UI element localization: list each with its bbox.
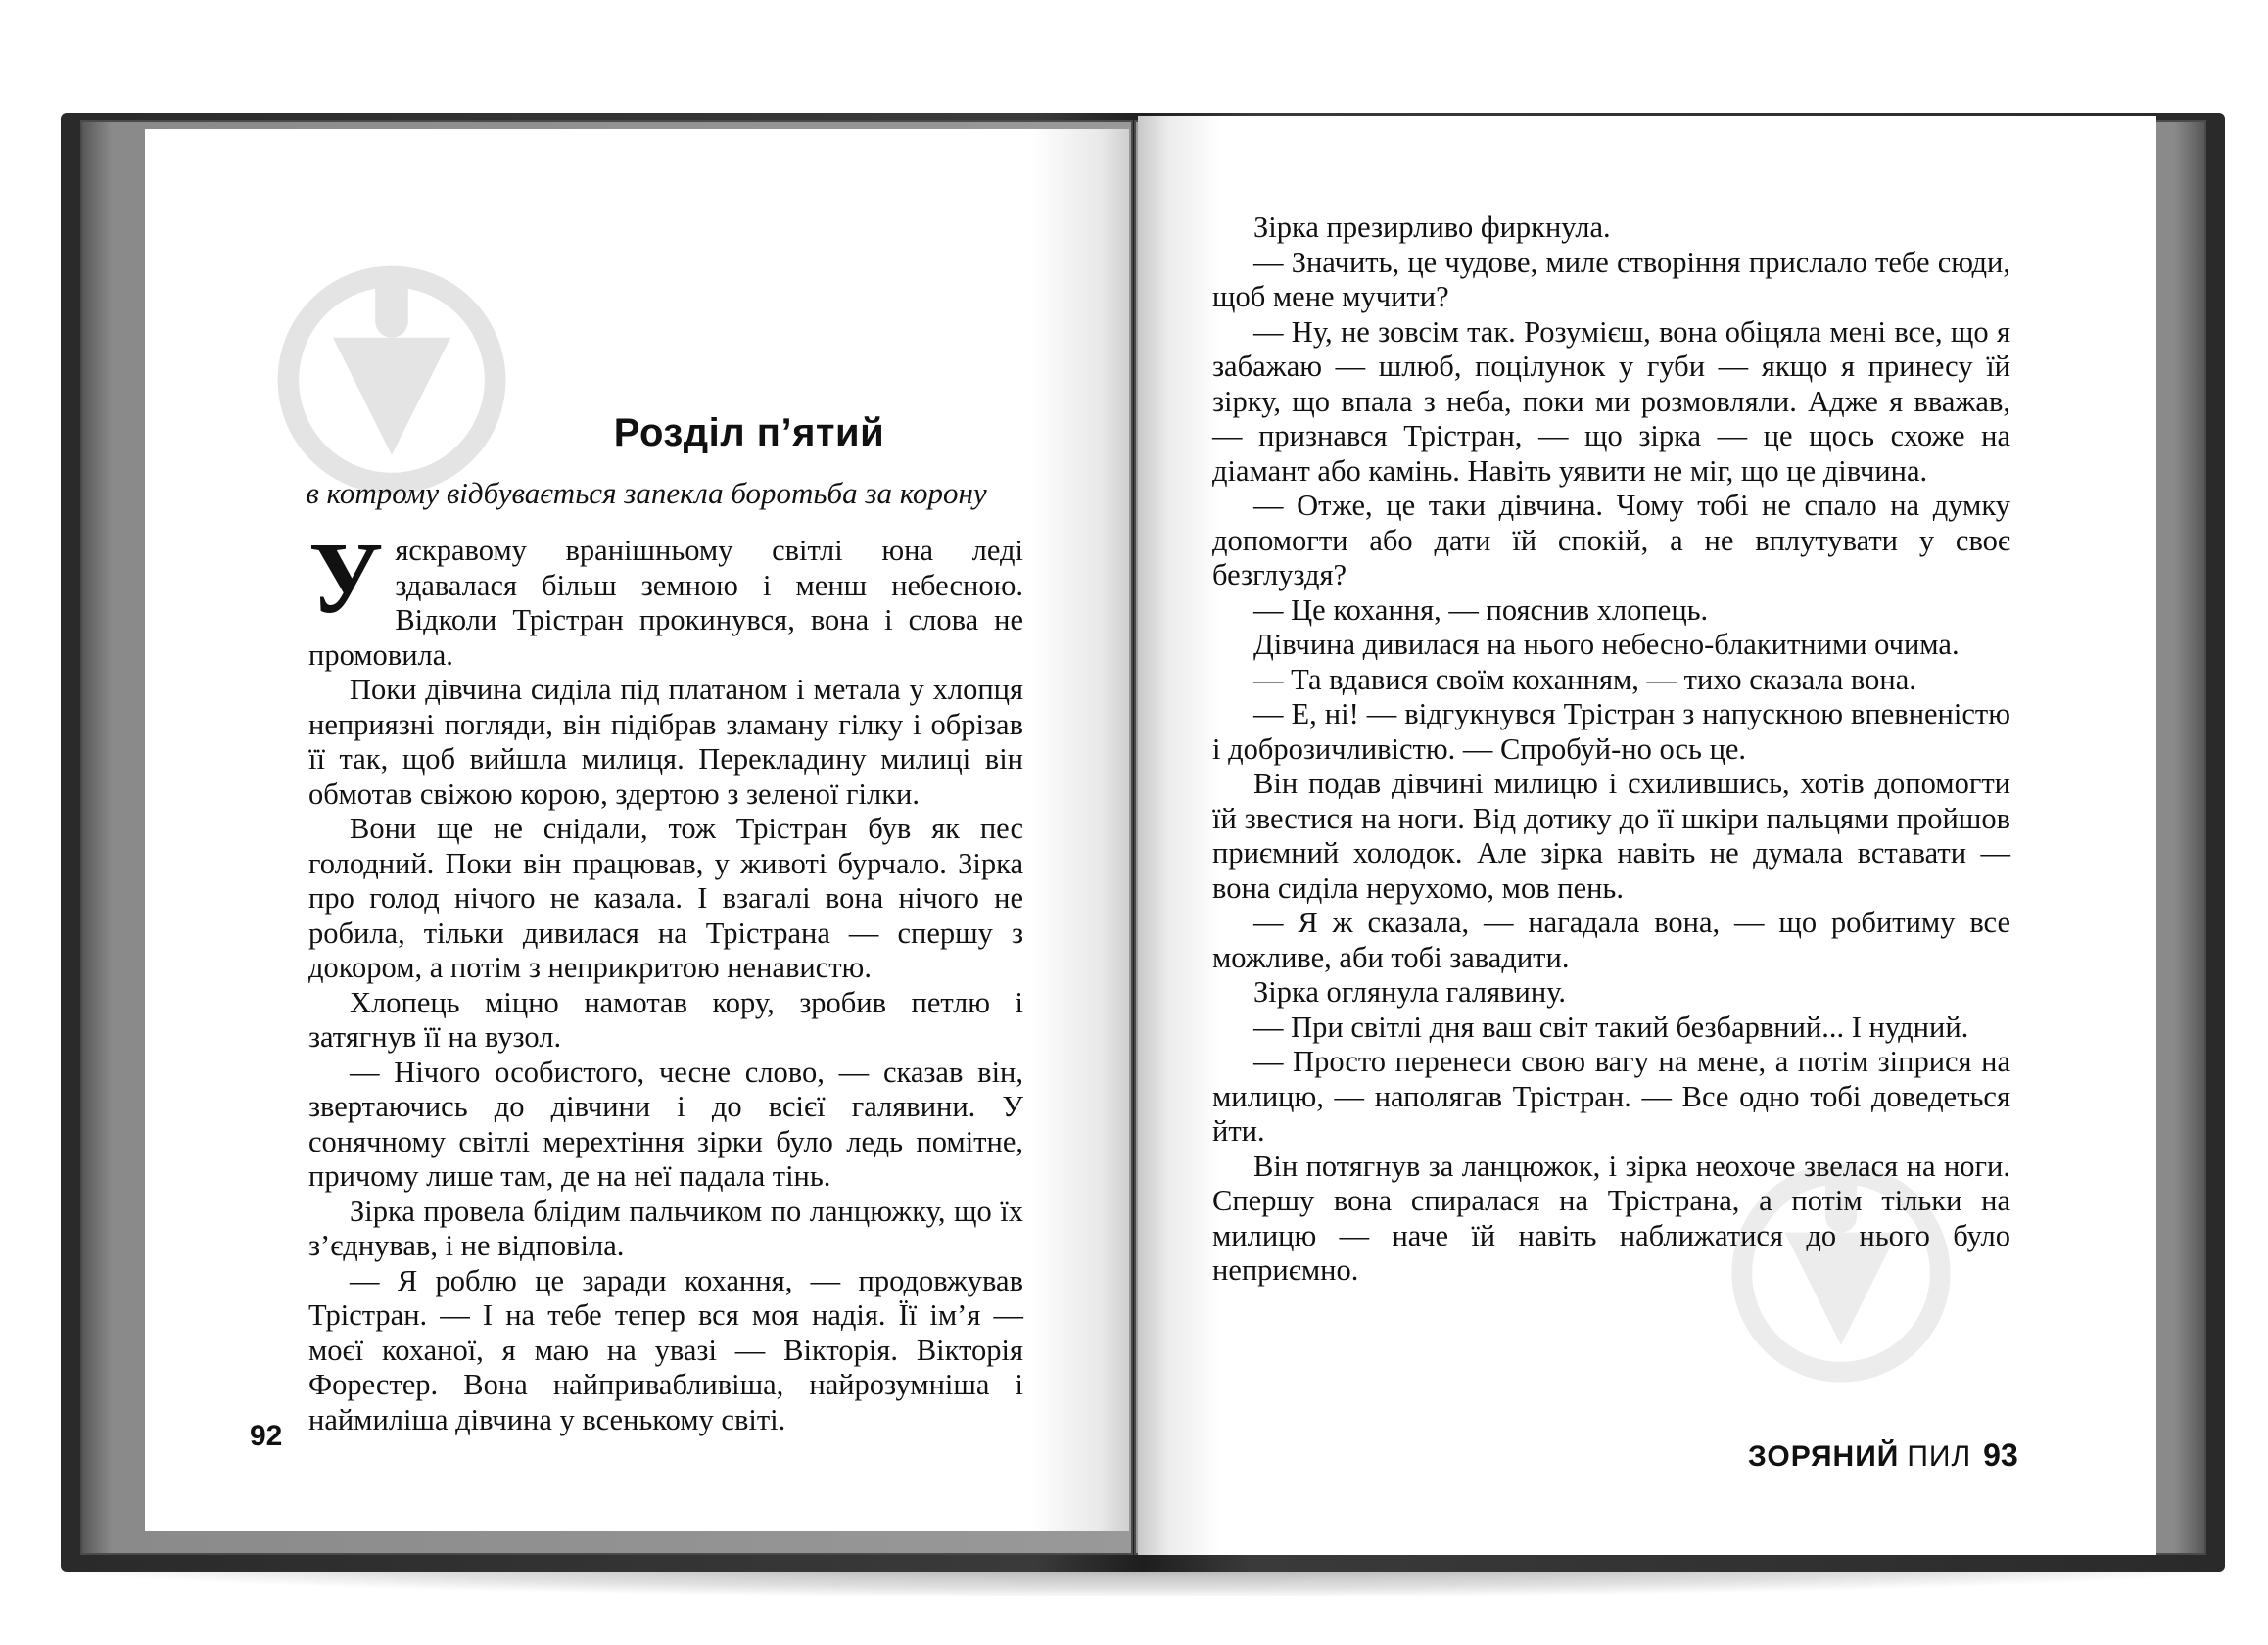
- running-footer-right: [1748, 1437, 2018, 1474]
- paragraph: — Значить, це чудове, миле створіння прислало тебе сюди, щоб мене мучити?: [1212, 245, 2010, 313]
- paragraph: Зірка провела блідим пальчиком по ланцюжку, що їх з’єднував, і не відповіла.: [308, 1194, 1023, 1262]
- page-number-left: 92: [250, 1420, 283, 1452]
- arrow-down-circle-icon: [274, 262, 509, 497]
- paragraph: Уяскравому вранішньому світлі юна леді здавалася більш земною і менш небесною. Відколи Трістран прокинувся, вона і слова не промовила.: [308, 522, 1023, 672]
- paragraph: Зірка презирливо фиркнула.: [1253, 211, 1611, 244]
- paragraph: Поки дівчина сиділа під платаном і метала у хлопця неприязні погляди, він підібрав зламану гілку і обрізав її так, щоб вийшла милиця. Перекладину милиці він обмотав свіжою корою, здертою з зеленої гілки.: [308, 673, 1023, 811]
- paragraph: — При світлі дня ваш світ такий безбарвний... І нудний.: [1253, 1010, 1969, 1044]
- left-page-text: [308, 522, 1023, 1437]
- paragraph: Дівчина дивилася на нього небесно-блакитними очима.: [1253, 628, 1960, 661]
- drop-cap: У: [308, 522, 384, 634]
- paragraph: Вони ще не снідали, тож Трістран був як пес голодний. Поки він працював, у животі бурчало. Зірка про голод нічого не казала. І взагалі вона нічого не робила, тільки дивилася на Трістрана — спершу з докором, а потім з неприкритою ненавистю.: [308, 812, 1023, 984]
- paragraph: — Я ж сказала, — нагадала вона, — що робитиму все можливе, аби тобі завадити.: [1212, 906, 2010, 974]
- paragraph: Він подав дівчині милицю і схилившись, хотів допомогти їй звестися на ноги. Від дотику до її шкіри пальцями пройшов приємний холодок. Але зірка навіть не думала вставати — вона сиділа нерухомо, мов пень.: [1212, 767, 2010, 905]
- running-title-bold: ЗОРЯНИЙ: [1748, 1440, 1900, 1473]
- paragraph: Зірка оглянула галявину.: [1253, 975, 1567, 1009]
- paragraph: — Е, ні! — відгукнувся Трістран з напускною впевненістю і доброзичливістю. — Спробуй-но ось це.: [1212, 697, 2010, 766]
- chapter-title: Розділ п’ятий: [613, 411, 885, 454]
- paragraph: — Нічого особистого, чесне слово, — сказав він, звертаючись до дівчини і до всієї галявини. У сонячному світлі мерехтіння зірки було ледь помітне, причому лише там, де на неї падала тінь.: [308, 1055, 1023, 1193]
- paragraph: Він потягнув за ланцюжок, і зірка неохоче звелася на ноги. Спершу вона спиралася на Трістрана, а потім тільки на милицю — наче їй навіть наближатися до нього було неприємно.: [1212, 1149, 2010, 1287]
- running-title-light: ПИЛ: [1907, 1440, 1972, 1473]
- paragraph: — Та вдавися своїм коханням, — тихо сказала вона.: [1253, 662, 1916, 696]
- chapter-subtitle: в котрому відбувається запекла боротьба за корону: [306, 476, 987, 510]
- right-page-text: [1212, 211, 2010, 1289]
- page-number-right: 93: [1983, 1437, 2018, 1473]
- paragraph: — Отже, це таки дівчина. Чому тобі не спало на думку допомогти або дати їй спокій, а не вплутувати у своє безглуздя?: [1212, 489, 2010, 591]
- paragraph: — Ну, не зовсім так. Розумієш, вона обіцяла мені все, що я забажаю — шлюб, поцілунок у губи — якщо я принесу їй зірку, що впала з неба, поки ми розмовляли. Адже я вважав, — признався Трістран, — що зірка — це щось схоже на діамант або камінь. Навіть уявити не міг, що це дівчина.: [1212, 314, 2010, 488]
- paragraph: — Просто перенеси свою вагу на мене, а потім зіприся на милицю, — наполягав Трістран. — Все одно тобі доведеться йти.: [1212, 1045, 2010, 1148]
- paragraph: — Я роблю це заради кохання, — продовжував Трістран. — І на тебе тепер вся моя надія. Її ім’я — моєї коханої, я маю на увазі — Вікторія. Вікторія Форестер. Вона найпривабливіша, найрозумніша і наймиліша дівчина у всенькому світі.: [308, 1263, 1023, 1436]
- paragraph: — Це кохання, — пояснив хлопець.: [1253, 592, 1709, 627]
- paragraph: Хлопець міцно намотав кору, зробив петлю і затягнув її на вузол.: [308, 985, 1023, 1054]
